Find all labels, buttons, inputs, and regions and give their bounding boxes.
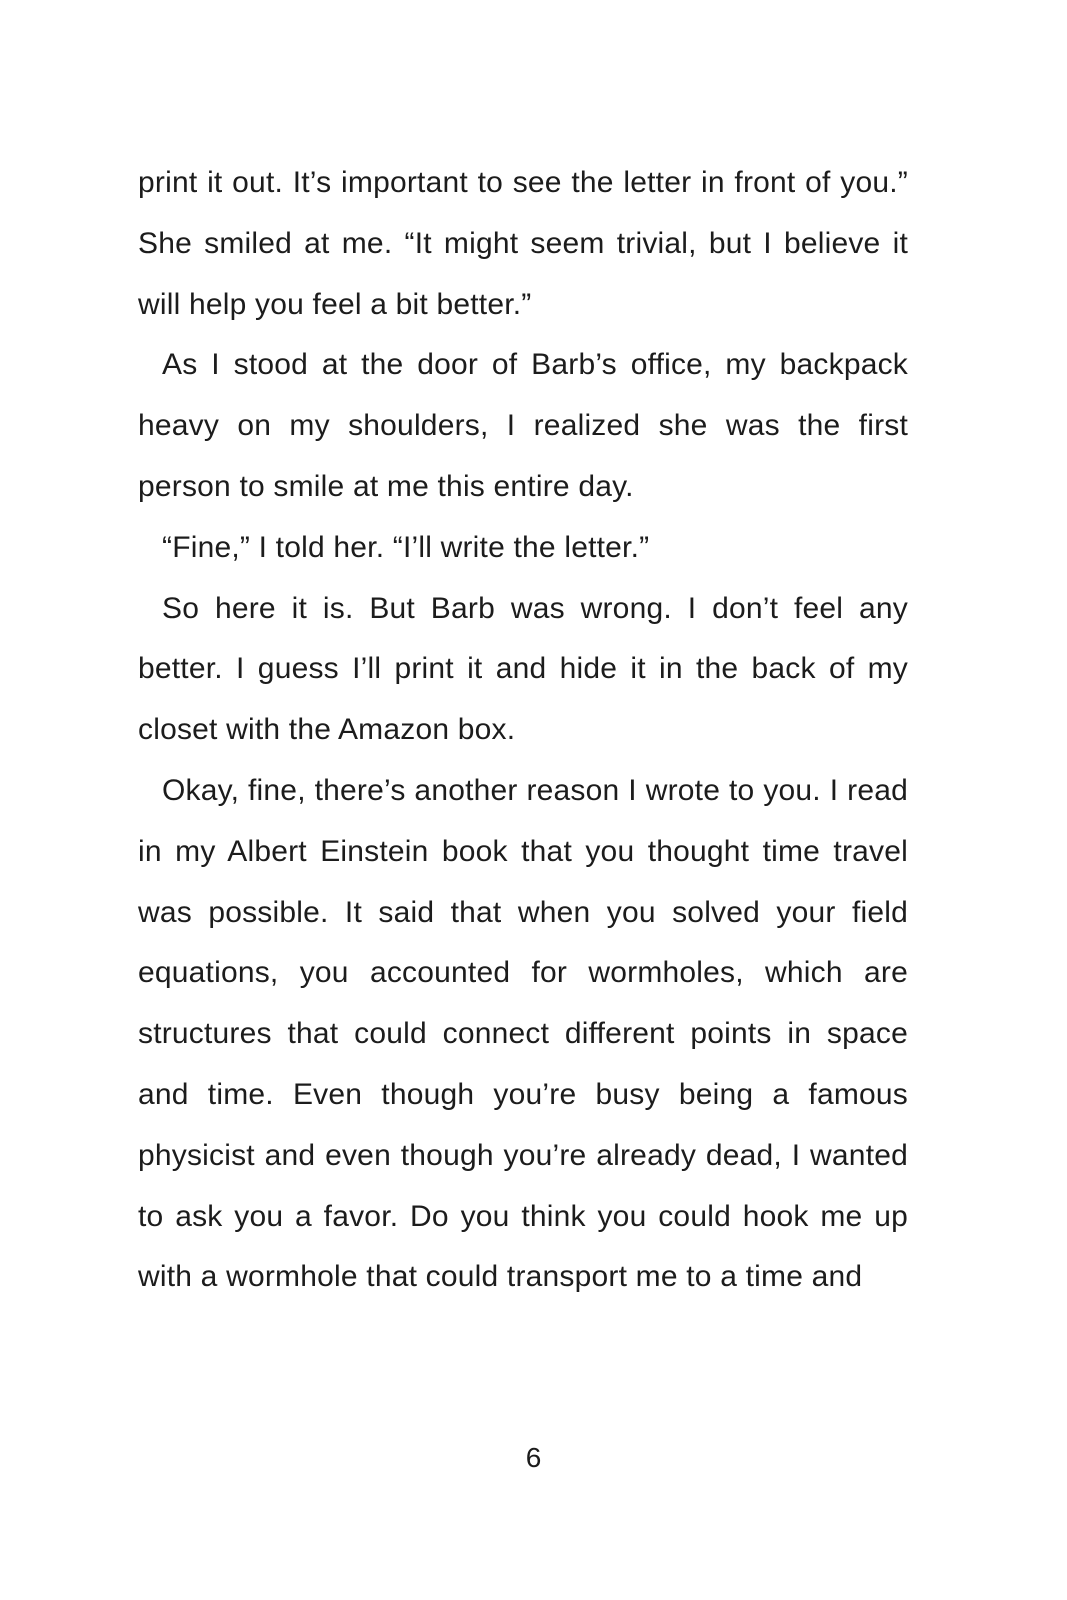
paragraph: print it out. It’s important to see the letter in front of you.” She smiled at me. “It might seem trivial, but I believe it will help you feel a bit better.”	[138, 166, 908, 321]
page-number: 6	[525, 1442, 542, 1473]
paragraph: Okay, fine, there’s another reason I wrote to you. I read in my Albert Einstein book that you thought time travel was possible. It said that when you solved your field equations, you accounted for wormholes, which are structures that could connect different points in space and time. Even though you’re busy being a famous physicist and even though you’re already dead, I wanted to ask you a favor. Do you think you could hook me up with a wormhole that could transport me to a time and	[138, 773, 908, 1294]
body-text	[138, 153, 908, 1308]
paragraph: “Fine,” I told her. “I’ll write the letter.”	[162, 530, 650, 564]
paragraph: As I stood at the door of Barb’s office, my backpack heavy on my shoulders, I realized she was the first person to smile at me this entire day.	[138, 348, 908, 503]
paragraph: So here it is. But Barb was wrong. I don’t feel any better. I guess I’ll print it and hide it in the back of my closet with the Amazon box.	[138, 591, 908, 747]
